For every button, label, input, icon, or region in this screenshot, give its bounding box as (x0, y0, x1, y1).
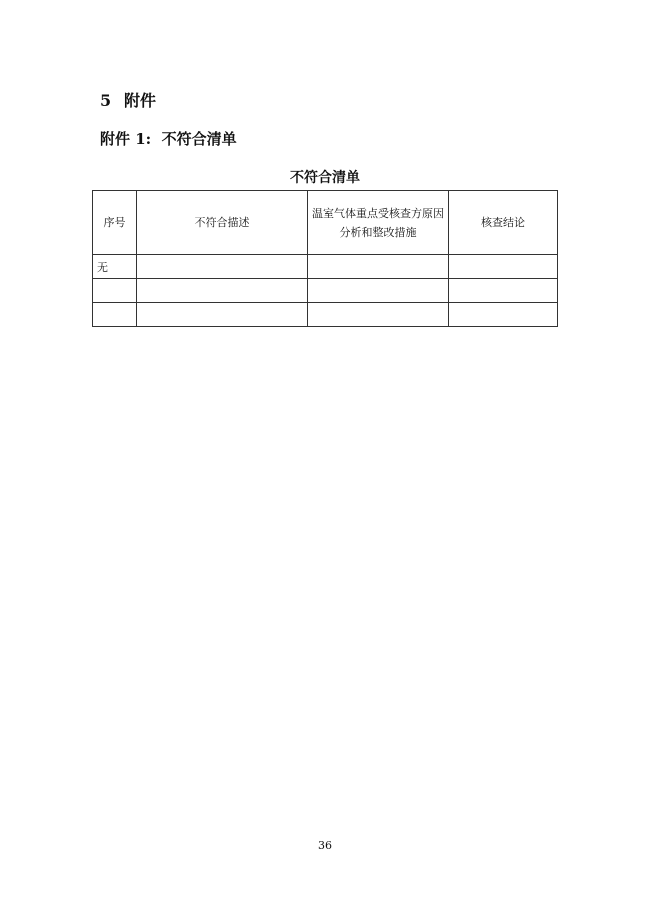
table-cell (449, 303, 558, 327)
annex-label: 附件 1: (100, 130, 152, 148)
table-cell (449, 279, 558, 303)
header-cause-analysis: 温室气体重点受核查方原因分析和整改措施 (308, 191, 449, 255)
section-number: 5 (100, 91, 112, 110)
table-cell (137, 303, 308, 327)
header-description: 不符合描述 (137, 191, 308, 255)
section-heading (100, 88, 156, 111)
table-row (93, 255, 558, 279)
table-cell (308, 303, 449, 327)
header-seq: 序号 (93, 191, 137, 255)
annex-title: 不符合清单 (161, 130, 237, 148)
header-conclusion: 核查结论 (449, 191, 558, 255)
table-cell (308, 279, 449, 303)
nonconformity-table (92, 190, 558, 327)
table-cell (449, 255, 558, 279)
table-row (93, 303, 558, 327)
section-title: 附件 (124, 91, 157, 110)
table-row (93, 279, 558, 303)
table-header-row (93, 191, 558, 255)
table-title: 不符合清单 (290, 170, 360, 186)
table-cell (137, 255, 308, 279)
table-cell (93, 303, 137, 327)
annex-heading (100, 128, 237, 149)
table-cell (308, 255, 449, 279)
table-cell: 无 (93, 255, 137, 279)
table-cell (137, 279, 308, 303)
page-number: 36 (318, 839, 332, 852)
table-cell (93, 279, 137, 303)
